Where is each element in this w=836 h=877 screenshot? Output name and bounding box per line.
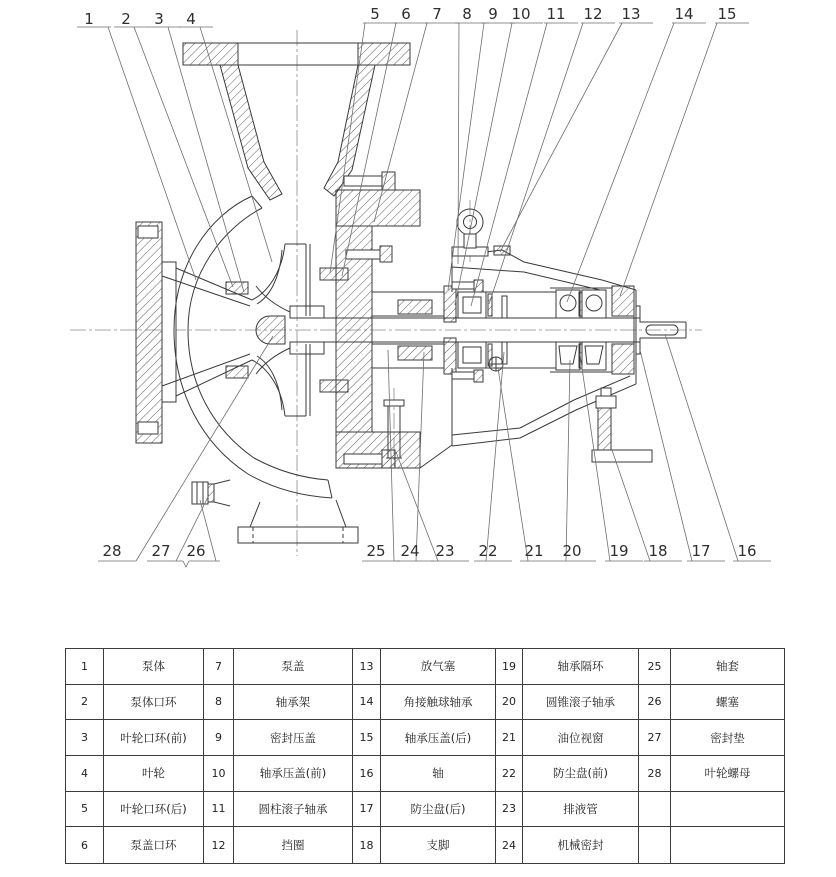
part-name-cell: 叶轮 bbox=[104, 756, 204, 792]
part-name-cell: 轴承架 bbox=[234, 685, 353, 721]
pedestal bbox=[238, 500, 358, 543]
callout-14: 14 bbox=[674, 5, 694, 23]
part-number-cell: 28 bbox=[639, 756, 671, 792]
callout-17: 17 bbox=[691, 542, 711, 560]
callout-7: 7 bbox=[432, 5, 442, 23]
taper-roller-bearing bbox=[559, 346, 577, 364]
part-name-cell: 轴承压盖(前) bbox=[234, 756, 353, 792]
callout-22: 22 bbox=[478, 542, 498, 560]
dust-disc-front bbox=[502, 296, 507, 318]
part-number-cell: 4 bbox=[66, 756, 104, 792]
part-number-cell: 14 bbox=[353, 685, 381, 721]
part-name-cell: 叶轮螺母 bbox=[671, 756, 784, 792]
part-number-cell: 22 bbox=[496, 756, 523, 792]
callout-8: 8 bbox=[462, 5, 472, 23]
callout-24: 24 bbox=[400, 542, 420, 560]
part-name-cell: 防尘盘(前) bbox=[523, 756, 639, 792]
callout-23: 23 bbox=[435, 542, 455, 560]
parts-list-table bbox=[65, 648, 785, 864]
callout-10: 10 bbox=[511, 5, 531, 23]
part-number-cell: 9 bbox=[204, 720, 234, 756]
part-number-cell: 21 bbox=[496, 720, 523, 756]
callout-6: 6 bbox=[401, 5, 411, 23]
part-name-cell: 密封垫 bbox=[671, 720, 784, 756]
part-number-cell: 20 bbox=[496, 685, 523, 721]
callout-21: 21 bbox=[524, 542, 544, 560]
part-name-cell: 机械密封 bbox=[523, 827, 639, 863]
callout-26: 26 bbox=[186, 542, 206, 560]
callout-20: 20 bbox=[562, 542, 582, 560]
part-name-cell: 轴 bbox=[381, 756, 496, 792]
dust-disc-rear bbox=[636, 306, 640, 318]
bearing-spacer-ring bbox=[579, 292, 582, 316]
callout-numbers bbox=[84, 5, 756, 560]
part-number-cell: 8 bbox=[204, 685, 234, 721]
part-name-cell: 泵体口环 bbox=[104, 685, 204, 721]
part-name-cell: 螺塞 bbox=[671, 685, 784, 721]
seal-gasket bbox=[208, 484, 214, 502]
part-name-cell: 轴承隔环 bbox=[523, 649, 639, 685]
part-number-cell: 12 bbox=[204, 827, 234, 863]
part-number-cell: 25 bbox=[639, 649, 671, 685]
callout-3: 3 bbox=[154, 10, 164, 28]
part-name-cell: 圆柱滚子轴承 bbox=[234, 792, 353, 828]
callout-11: 11 bbox=[546, 5, 566, 23]
callout-16: 16 bbox=[737, 542, 757, 560]
part-name-cell: 放气塞 bbox=[381, 649, 496, 685]
callout-19: 19 bbox=[609, 542, 629, 560]
part-number-cell: 3 bbox=[66, 720, 104, 756]
part-name-cell: 角接触球轴承 bbox=[381, 685, 496, 721]
part-name-cell: 密封压盖 bbox=[234, 720, 353, 756]
part-number-cell bbox=[639, 827, 671, 863]
part-number-cell: 26 bbox=[639, 685, 671, 721]
part-name-cell: 叶轮口环(后) bbox=[104, 792, 204, 828]
angular-contact-ball-bearing bbox=[560, 295, 576, 311]
part-name-cell: 轴承压盖(后) bbox=[381, 720, 496, 756]
part-number-cell: 1 bbox=[66, 649, 104, 685]
part-name-cell: 泵盖 bbox=[234, 649, 353, 685]
part-number-cell: 16 bbox=[353, 756, 381, 792]
callout-25: 25 bbox=[366, 542, 386, 560]
part-name-cell: 泵盖口环 bbox=[104, 827, 204, 863]
part-number-cell: 24 bbox=[496, 827, 523, 863]
part-number-cell: 27 bbox=[639, 720, 671, 756]
part-number-cell: 7 bbox=[204, 649, 234, 685]
mechanical-seal bbox=[398, 300, 432, 314]
part-number-cell: 5 bbox=[66, 792, 104, 828]
callout-15: 15 bbox=[717, 5, 737, 23]
callout-28: 28 bbox=[102, 542, 122, 560]
part-number-cell: 17 bbox=[353, 792, 381, 828]
callout-12: 12 bbox=[583, 5, 603, 23]
part-name-cell: 圆锥滚子轴承 bbox=[523, 685, 639, 721]
part-name-cell: 油位视窗 bbox=[523, 720, 639, 756]
callout-13: 13 bbox=[621, 5, 641, 23]
part-number-cell bbox=[639, 792, 671, 828]
callout-2: 2 bbox=[121, 10, 131, 28]
part-number-cell: 15 bbox=[353, 720, 381, 756]
part-number-cell: 19 bbox=[496, 649, 523, 685]
callout-18: 18 bbox=[648, 542, 668, 560]
seal-gland bbox=[444, 280, 483, 382]
callout-27: 27 bbox=[151, 542, 171, 560]
callout-9: 9 bbox=[488, 5, 498, 23]
drain-plug bbox=[192, 480, 230, 506]
callout-5: 5 bbox=[370, 5, 380, 23]
part-number-cell: 18 bbox=[353, 827, 381, 863]
part-name-cell bbox=[671, 792, 784, 828]
suction-flange bbox=[136, 222, 252, 443]
callout-1: 1 bbox=[84, 10, 94, 28]
part-number-cell: 10 bbox=[204, 756, 234, 792]
part-name-cell: 排液管 bbox=[523, 792, 639, 828]
part-name-cell: 叶轮口环(前) bbox=[104, 720, 204, 756]
pump-casing bbox=[174, 190, 336, 498]
part-name-cell: 防尘盘(后) bbox=[381, 792, 496, 828]
part-number-cell: 13 bbox=[353, 649, 381, 685]
part-name-cell: 泵体 bbox=[104, 649, 204, 685]
part-number-cell: 23 bbox=[496, 792, 523, 828]
part-name-cell bbox=[671, 827, 784, 863]
callout-4: 4 bbox=[186, 10, 196, 28]
part-number-cell: 2 bbox=[66, 685, 104, 721]
part-number-cell: 11 bbox=[204, 792, 234, 828]
part-name-cell: 支脚 bbox=[381, 827, 496, 863]
part-name-cell: 轴套 bbox=[671, 649, 784, 685]
part-name-cell: 挡圈 bbox=[234, 827, 353, 863]
support-foot bbox=[592, 388, 652, 462]
oil-level-window bbox=[489, 357, 503, 371]
part-number-cell: 6 bbox=[66, 827, 104, 863]
